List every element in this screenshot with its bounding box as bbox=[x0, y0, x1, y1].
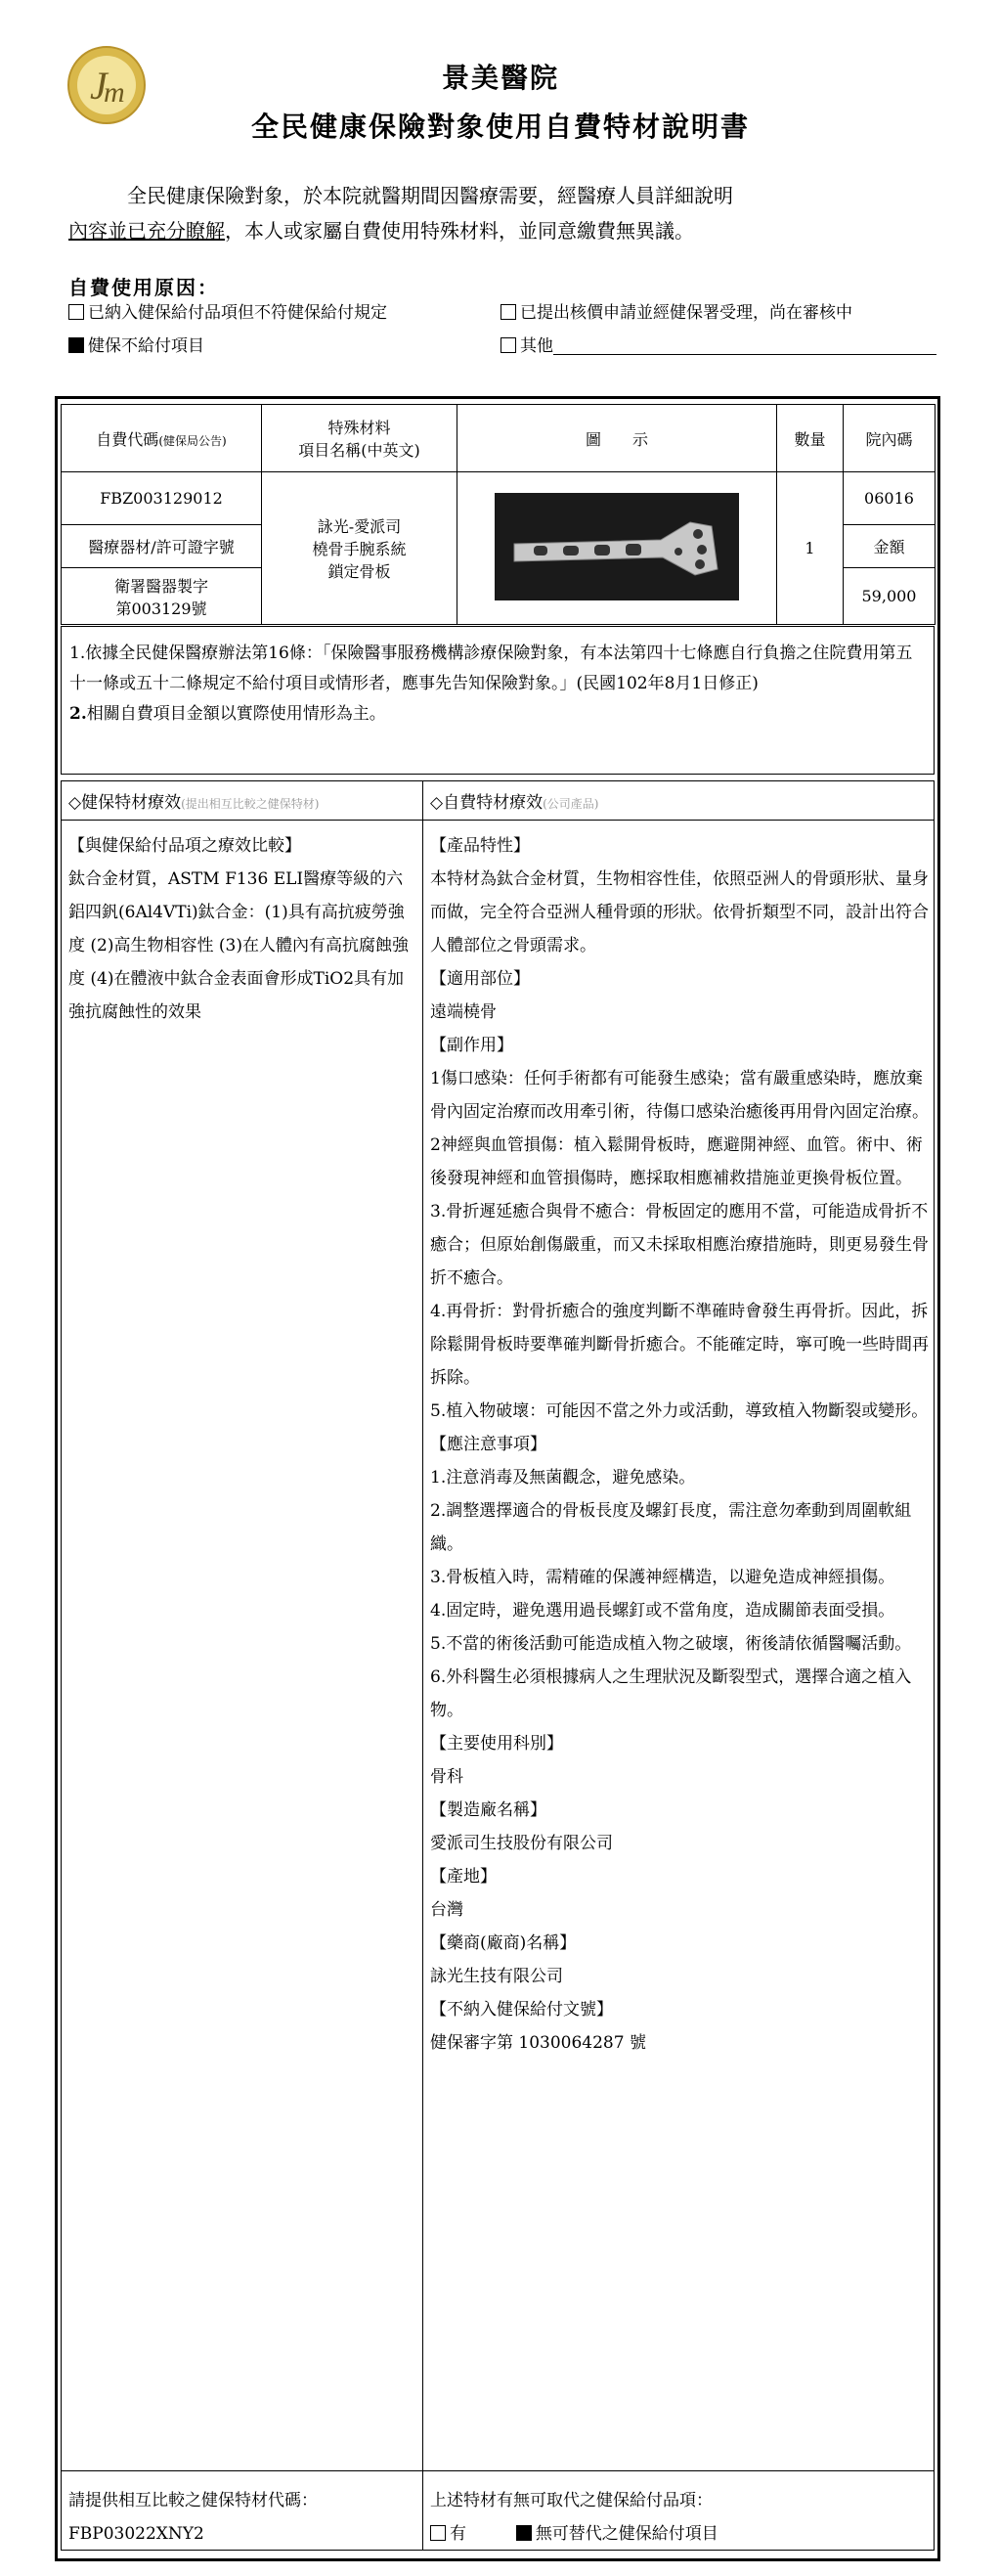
compare-code-label: 請提供相互比較之健保特材代碼： bbox=[68, 2491, 318, 2510]
reason-option-3[interactable]: 健保不給付項目 bbox=[68, 334, 204, 358]
section-text: 3.骨板植入時，需精確的保護神經構造，以避免造成神經損傷。 bbox=[430, 1568, 895, 1587]
section-text: 2神經與血管損傷：植入鬆開骨板時，應避開神經、血管。術中、術後發現神經和血管損傷時，應採取相應補救措施並更換骨板位置。 bbox=[430, 1135, 923, 1188]
price-label: 金額 bbox=[844, 525, 936, 568]
header-qty: 數量 bbox=[777, 405, 844, 472]
svg-text:J: J bbox=[90, 64, 108, 108]
section-heading: 【副作用】 bbox=[430, 1036, 513, 1055]
other-fill-line[interactable] bbox=[553, 336, 936, 355]
section-text: 遠端橈骨 bbox=[430, 1002, 497, 1022]
intro-line-2: ，本人或家屬自費使用特殊材料，並同意繳費無異議。 bbox=[225, 219, 694, 243]
right-column-body bbox=[430, 829, 929, 2060]
section-text: 5.植入物破壞：可能因不當之外力或活動，導致植入物斷裂或變形。 bbox=[430, 1401, 929, 1421]
license-number: 衛署醫器製字 第003129號 bbox=[62, 568, 262, 625]
checkbox-checked[interactable] bbox=[516, 2525, 532, 2541]
material-image bbox=[457, 472, 777, 625]
footer-divider bbox=[61, 2470, 935, 2471]
section-text: 骨科 bbox=[430, 1767, 463, 1787]
section-heading: 【藥商(廠商)名稱】 bbox=[430, 1933, 577, 1953]
left-column-header: ◇健保特材療效(提出相互比較之健保特材) bbox=[68, 793, 320, 813]
header-code: 自費代碼(健保局公告) bbox=[62, 405, 262, 472]
section-text: 4.固定時，避免選用過長螺釘或不當角度，造成關節表面受損。 bbox=[430, 1601, 895, 1621]
note-1: 1.依據全民健保醫療辦法第16條：「保險醫事服務機構診療保險對象，有本法第四十七條應自行負擔之住院費用第五十一條或五十二條規定不給付項目或情形者，應事先告知保險對象。」(民國102年8月1日修正) bbox=[69, 644, 913, 693]
checkbox-unchecked[interactable] bbox=[500, 304, 516, 320]
column-divider bbox=[422, 780, 423, 2551]
section-text: 愛派司生技股份有限公司 bbox=[430, 1834, 613, 1853]
footer-right bbox=[430, 2484, 718, 2551]
section-text: 5.不當的術後活動可能造成植入物之破壞，術後請依循醫囑活動。 bbox=[430, 1634, 912, 1654]
checkbox-unchecked[interactable] bbox=[430, 2525, 446, 2541]
section-heading: 【不納入健保給付文號】 bbox=[430, 2000, 613, 2020]
section-heading: 【主要使用科別】 bbox=[430, 1734, 563, 1754]
section-text: 台灣 bbox=[430, 1900, 463, 1920]
checkbox-checked[interactable] bbox=[68, 337, 84, 353]
footer-left bbox=[68, 2484, 318, 2551]
section-text: 本特材為鈦合金材質，生物相容性佳，依照亞洲人的骨頭形狀、量身而做，完全符合亞洲人種骨頭的形狀。依骨折類型不同，設計出符合人體部位之骨頭需求。 bbox=[430, 869, 929, 955]
section-text: 2.調整選擇適合的骨板長度及螺釘長度，需注意勿牽動到周圍軟組織。 bbox=[430, 1501, 912, 1554]
section-heading: 【產品特性】 bbox=[430, 836, 530, 856]
section-text: 詠光生技有限公司 bbox=[430, 1967, 563, 1986]
section-heading: 【製造廠名稱】 bbox=[430, 1800, 546, 1820]
intro-paragraph bbox=[68, 178, 948, 248]
quantity: 1 bbox=[777, 472, 844, 625]
section-heading: 【應注意事項】 bbox=[430, 1435, 546, 1454]
reason-option-2[interactable]: 已提出核價申請並經健保署受理，尚在審核中 bbox=[500, 301, 852, 325]
section-heading: 【產地】 bbox=[430, 1867, 497, 1887]
reason-heading: 自費使用原因： bbox=[68, 276, 219, 299]
header-divider bbox=[61, 820, 935, 821]
section-text: 健保審字第 1030064287 號 bbox=[430, 2033, 646, 2053]
section-text: 1傷口感染：任何手術都有可能發生感染；當有嚴重感染時，應放棄骨內固定治療而改用牽引術，待傷口感染治癒後再用骨內固定治療。 bbox=[430, 1069, 929, 1122]
reason-option-4[interactable]: 其他 bbox=[500, 334, 936, 358]
section-text: 6.外科醫生必須根據病人之生理狀況及斷裂型式，選擇合適之植入物。 bbox=[430, 1667, 912, 1720]
header-image: 圖 示 bbox=[457, 405, 777, 472]
intro-underlined: 內容並已充分瞭解 bbox=[68, 219, 225, 243]
checkbox-unchecked[interactable] bbox=[68, 304, 84, 320]
price-value: 59,000 bbox=[844, 568, 936, 625]
left-subheading: 【與健保給付品項之療效比較】 bbox=[68, 836, 301, 856]
left-text: 鈦合金材質，ASTM F136 ELI醫療等級的六鋁四釩(6Al4VTi)鈦合金：(1)具有高抗疲勞強度 (2)高生物相容性 (3)在人體內有高抗腐蝕強度 (4)在體液中鈦合金表面會形成TiO2具有加強抗腐蝕性的效果 bbox=[68, 869, 409, 1022]
reason-option-1[interactable]: 已納入健保給付品項但不符健保給付規定 bbox=[68, 301, 387, 325]
license-label: 醫療器材/許可證字號 bbox=[62, 525, 262, 568]
section-text: 4.再骨折：對骨折癒合的強度判斷不準確時會發生再骨折。因此，拆除鬆開骨板時要準確判斷骨折癒合。不能確定時，寧可晚一些時間再拆除。 bbox=[430, 1302, 929, 1388]
material-name: 詠光-愛派司 橈骨手腕系統 鎖定骨板 bbox=[262, 472, 457, 625]
hosp-code-value: 06016 bbox=[844, 472, 936, 525]
code-value: FBZ003129012 bbox=[62, 472, 262, 525]
notes-box bbox=[61, 626, 935, 775]
header-name: 特殊材料 項目名稱(中英文) bbox=[262, 405, 457, 472]
section-heading: 【適用部位】 bbox=[430, 969, 530, 989]
compare-code-value: FBP03022XNY2 bbox=[68, 2524, 204, 2544]
bone-plate-image bbox=[495, 493, 739, 600]
intro-line-1: 全民健康保險對象，於本院就醫期間因醫療需要，經醫療人員詳細說明 bbox=[127, 184, 733, 207]
right-column-header: ◇自費特材療效(公司產品) bbox=[430, 793, 599, 813]
section-text: 1.注意消毒及無菌觀念，避免感染。 bbox=[430, 1468, 696, 1488]
substitute-no[interactable]: 無可替代之健保給付項目 bbox=[516, 2524, 718, 2544]
svg-text:m: m bbox=[104, 76, 125, 109]
left-column-body bbox=[68, 829, 416, 1029]
checkbox-unchecked[interactable] bbox=[500, 337, 516, 353]
note-2: 2.相關自費項目金額以實際使用情形為主。 bbox=[69, 704, 386, 724]
material-table bbox=[61, 404, 936, 625]
section-text: 3.骨折遲延癒合與骨不癒合：骨板固定的應用不當，可能造成骨折不癒合；但原始創傷嚴重，而又未採取相應治療措施時，則更易發生骨折不癒合。 bbox=[430, 1202, 929, 1288]
substitute-yes[interactable]: 有 bbox=[430, 2524, 466, 2544]
hospital-name: 景美醫院 bbox=[441, 62, 559, 94]
header-hospcode: 院內碼 bbox=[844, 405, 936, 472]
substitute-label: 上述特材有無可取代之健保給付品項： bbox=[430, 2491, 713, 2510]
document-title: 全民健康保險對象使用自費特材說明書 bbox=[250, 111, 750, 143]
